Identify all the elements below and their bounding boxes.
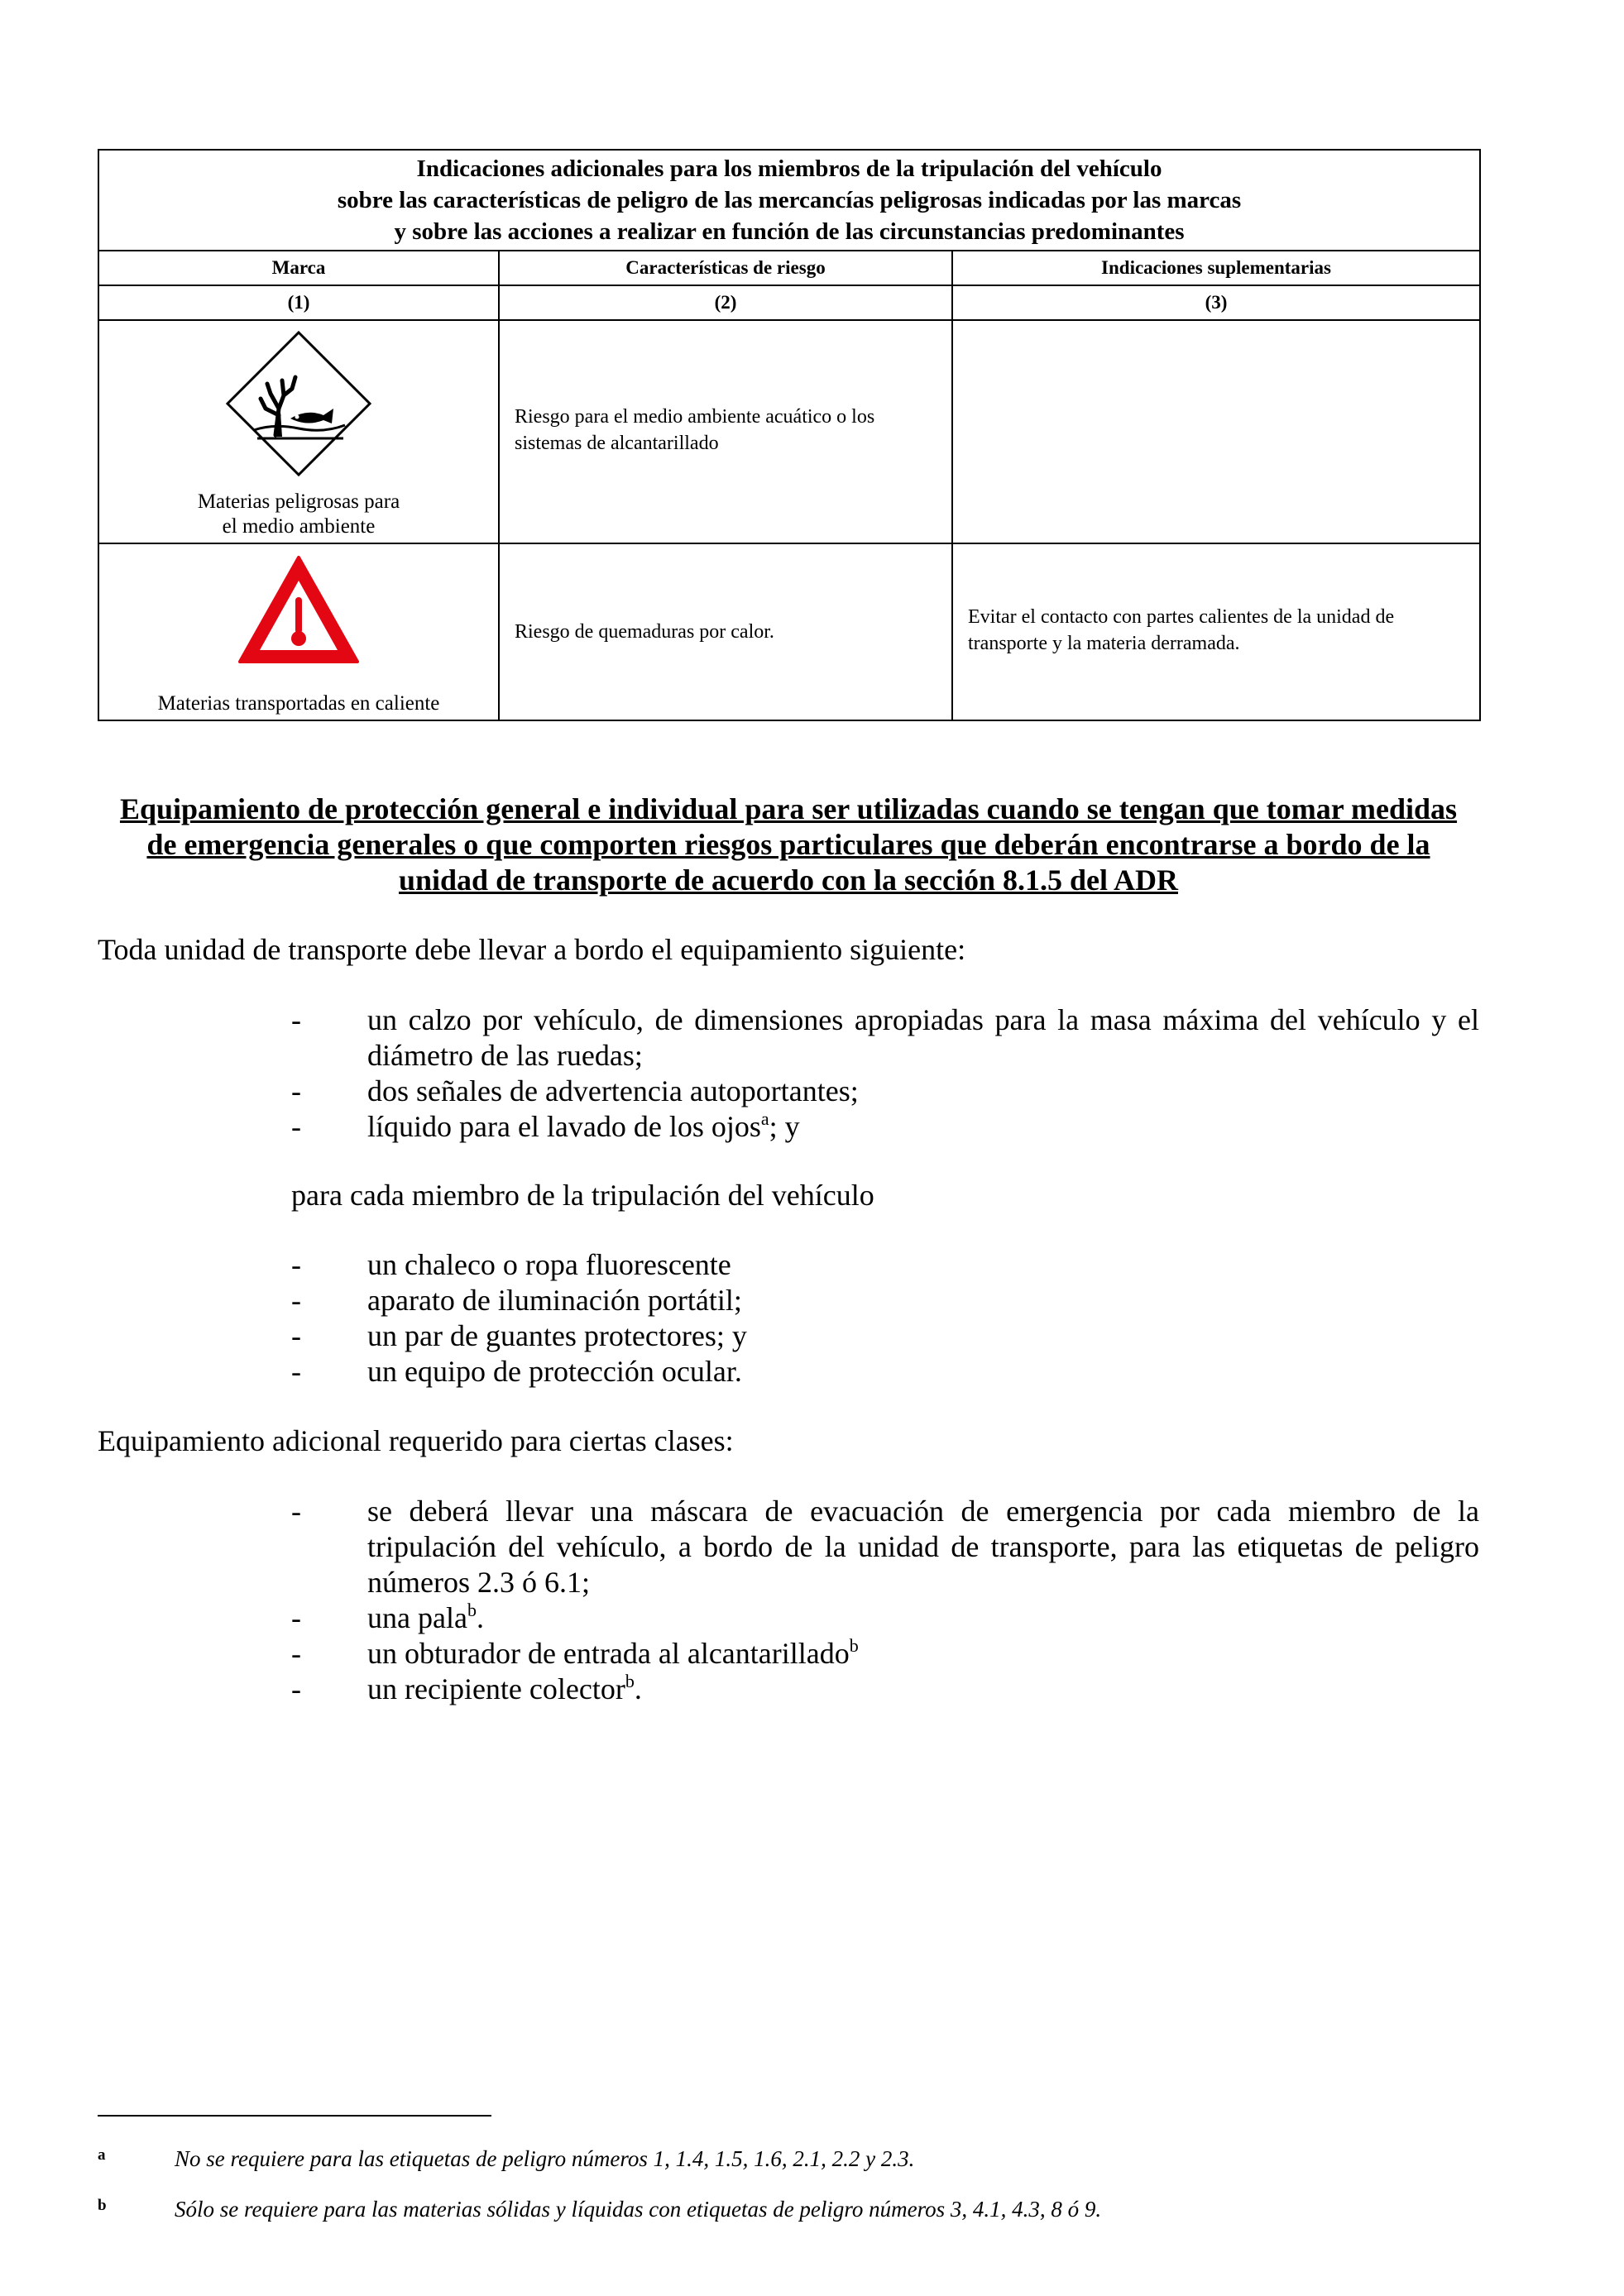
list-item [291, 1283, 1479, 1318]
column-number: (3) [952, 285, 1480, 320]
risk-cell [499, 320, 952, 543]
section-heading-line: unidad de transporte de acuerdo con la sección 8.1.5 del ADR [398, 863, 1178, 897]
mark-cell [98, 543, 499, 720]
hot-substance-triangle-icon [237, 552, 361, 668]
list-item-text: dos señales de advertencia autoportantes; [367, 1074, 859, 1107]
list-item [291, 1247, 1479, 1283]
table-title-line: y sobre las acciones a realizar en función de las circunstancias predominantes [394, 218, 1185, 245]
mark-caption: Materias transportadas en caliente [157, 692, 440, 715]
intro-paragraph: Toda unidad de transporte debe llevar a bordo el equipamiento siguiente: [98, 933, 966, 966]
equipment-list [291, 1002, 1479, 1145]
footnote-mark: b [98, 2197, 107, 2214]
list-dash: - [291, 1637, 301, 1670]
section-heading-line: Equipamiento de protección general e individual para ser utilizadas cuando se tengan que tomar medidas [119, 792, 1458, 825]
environment-hazard-diamond-icon [224, 329, 373, 478]
list-item [291, 1636, 1479, 1672]
table-title [98, 150, 1480, 251]
list-item [291, 1672, 1479, 1707]
extra-text: transporte y la materia derramada. [968, 633, 1240, 654]
extra-cell [952, 543, 1480, 720]
list-dash: - [291, 1284, 301, 1317]
extra-text: Evitar el contacto con partes calientes de la unidad de [968, 606, 1395, 628]
list-item-text: un recipiente colector [367, 1672, 625, 1705]
list-item [291, 1074, 1479, 1109]
mark-cell [98, 320, 499, 543]
list-dash: - [291, 1672, 301, 1705]
risk-text: Riesgo de quemaduras por calor. [515, 621, 774, 643]
list-item [291, 1354, 1479, 1390]
section-heading [98, 792, 1479, 898]
table-title-line: sobre las características de peligro de las mercancías peligrosas indicadas por las marcas [337, 187, 1242, 213]
list-dash: - [291, 1319, 301, 1352]
crew-intro: para cada miembro de la tripulación del vehículo [291, 1179, 874, 1212]
footnote-text: No se requiere para las etiquetas de peligro números 1, 1.4, 1.5, 1.6, 2.1, 2.2 y 2.3. [175, 2146, 915, 2171]
list-item-suffix: . [634, 1672, 642, 1705]
risk-text: sistemas de alcantarillado [515, 433, 719, 454]
list-item-text: una pala [367, 1601, 467, 1634]
list-dash: - [291, 1003, 301, 1036]
footnote-text: Sólo se requiere para las materias sólidas y líquidas con etiquetas de peligro números 3, 4.1, 4.3, 8 ó 9. [175, 2197, 1102, 2222]
list-item-text: un chaleco o ropa fluorescente [367, 1248, 731, 1281]
list-item-suffix: ; y [769, 1110, 800, 1143]
list-item-text: un equipo de protección ocular. [367, 1355, 742, 1388]
extra-equipment-intro: Equipamiento adicional requerido para ciertas clases: [98, 1424, 734, 1457]
list-dash: - [291, 1601, 301, 1634]
table-row [98, 320, 1480, 543]
list-item [291, 1494, 1479, 1600]
list-item [291, 1318, 1479, 1354]
list-item-text: se deberá llevar una máscara de evacuación de emergencia por cada miembro de la tripulación del vehículo, a bordo de la unidad de transporte, para las etiquetas de peligro números 2.3 ó 6.1; [367, 1495, 1479, 1599]
mark-caption: el medio ambiente [222, 515, 376, 538]
class-equipment-list [291, 1494, 1479, 1707]
list-item-suffix: . [476, 1601, 484, 1634]
list-item [291, 1600, 1479, 1636]
risk-cell [499, 543, 952, 720]
column-header-mark: Marca [98, 251, 499, 285]
extra-cell [952, 320, 1480, 543]
section-heading-line: de emergencia generales o que comporten riesgos particulares que deberán encontrarse a bordo de la [146, 828, 1430, 861]
list-dash: - [291, 1074, 301, 1107]
list-dash: - [291, 1110, 301, 1143]
crew-equipment-list [291, 1247, 1479, 1390]
column-header-extra: Indicaciones suplementarias [952, 251, 1480, 285]
list-item-text: líquido para el lavado de los ojos [367, 1110, 761, 1143]
list-item [291, 1109, 1479, 1145]
footnote-ref: b [849, 1635, 859, 1656]
table-title-line: Indicaciones adicionales para los miembros de la tripulación del vehículo [416, 155, 1162, 182]
mark-caption: Materias peligrosas para [197, 490, 400, 513]
column-header-risk: Características de riesgo [499, 251, 952, 285]
column-number: (2) [499, 285, 952, 320]
list-dash: - [291, 1355, 301, 1388]
list-item [291, 1002, 1479, 1074]
footnote-mark: a [98, 2146, 106, 2164]
table-row [98, 543, 1480, 720]
list-item-text: un par de guantes protectores; y [367, 1319, 747, 1352]
list-dash: - [291, 1248, 301, 1281]
list-item-text: un calzo por vehículo, de dimensiones apropiadas para la masa máxima del vehículo y el diámetro de las ruedas; [367, 1003, 1479, 1072]
list-item-text: un obturador de entrada al alcantarillado [367, 1637, 850, 1670]
footnote-ref: b [467, 1600, 477, 1620]
column-number: (1) [98, 285, 499, 320]
list-item-text: aparato de iluminación portátil; [367, 1284, 742, 1317]
footnote-ref: a [760, 1108, 769, 1129]
list-dash: - [291, 1495, 301, 1528]
footnote-separator [98, 2115, 491, 2117]
footnote-ref: b [625, 1671, 635, 1691]
risk-text: Riesgo para el medio ambiente acuático o los [515, 406, 875, 428]
hazard-marks-table [98, 149, 1481, 721]
